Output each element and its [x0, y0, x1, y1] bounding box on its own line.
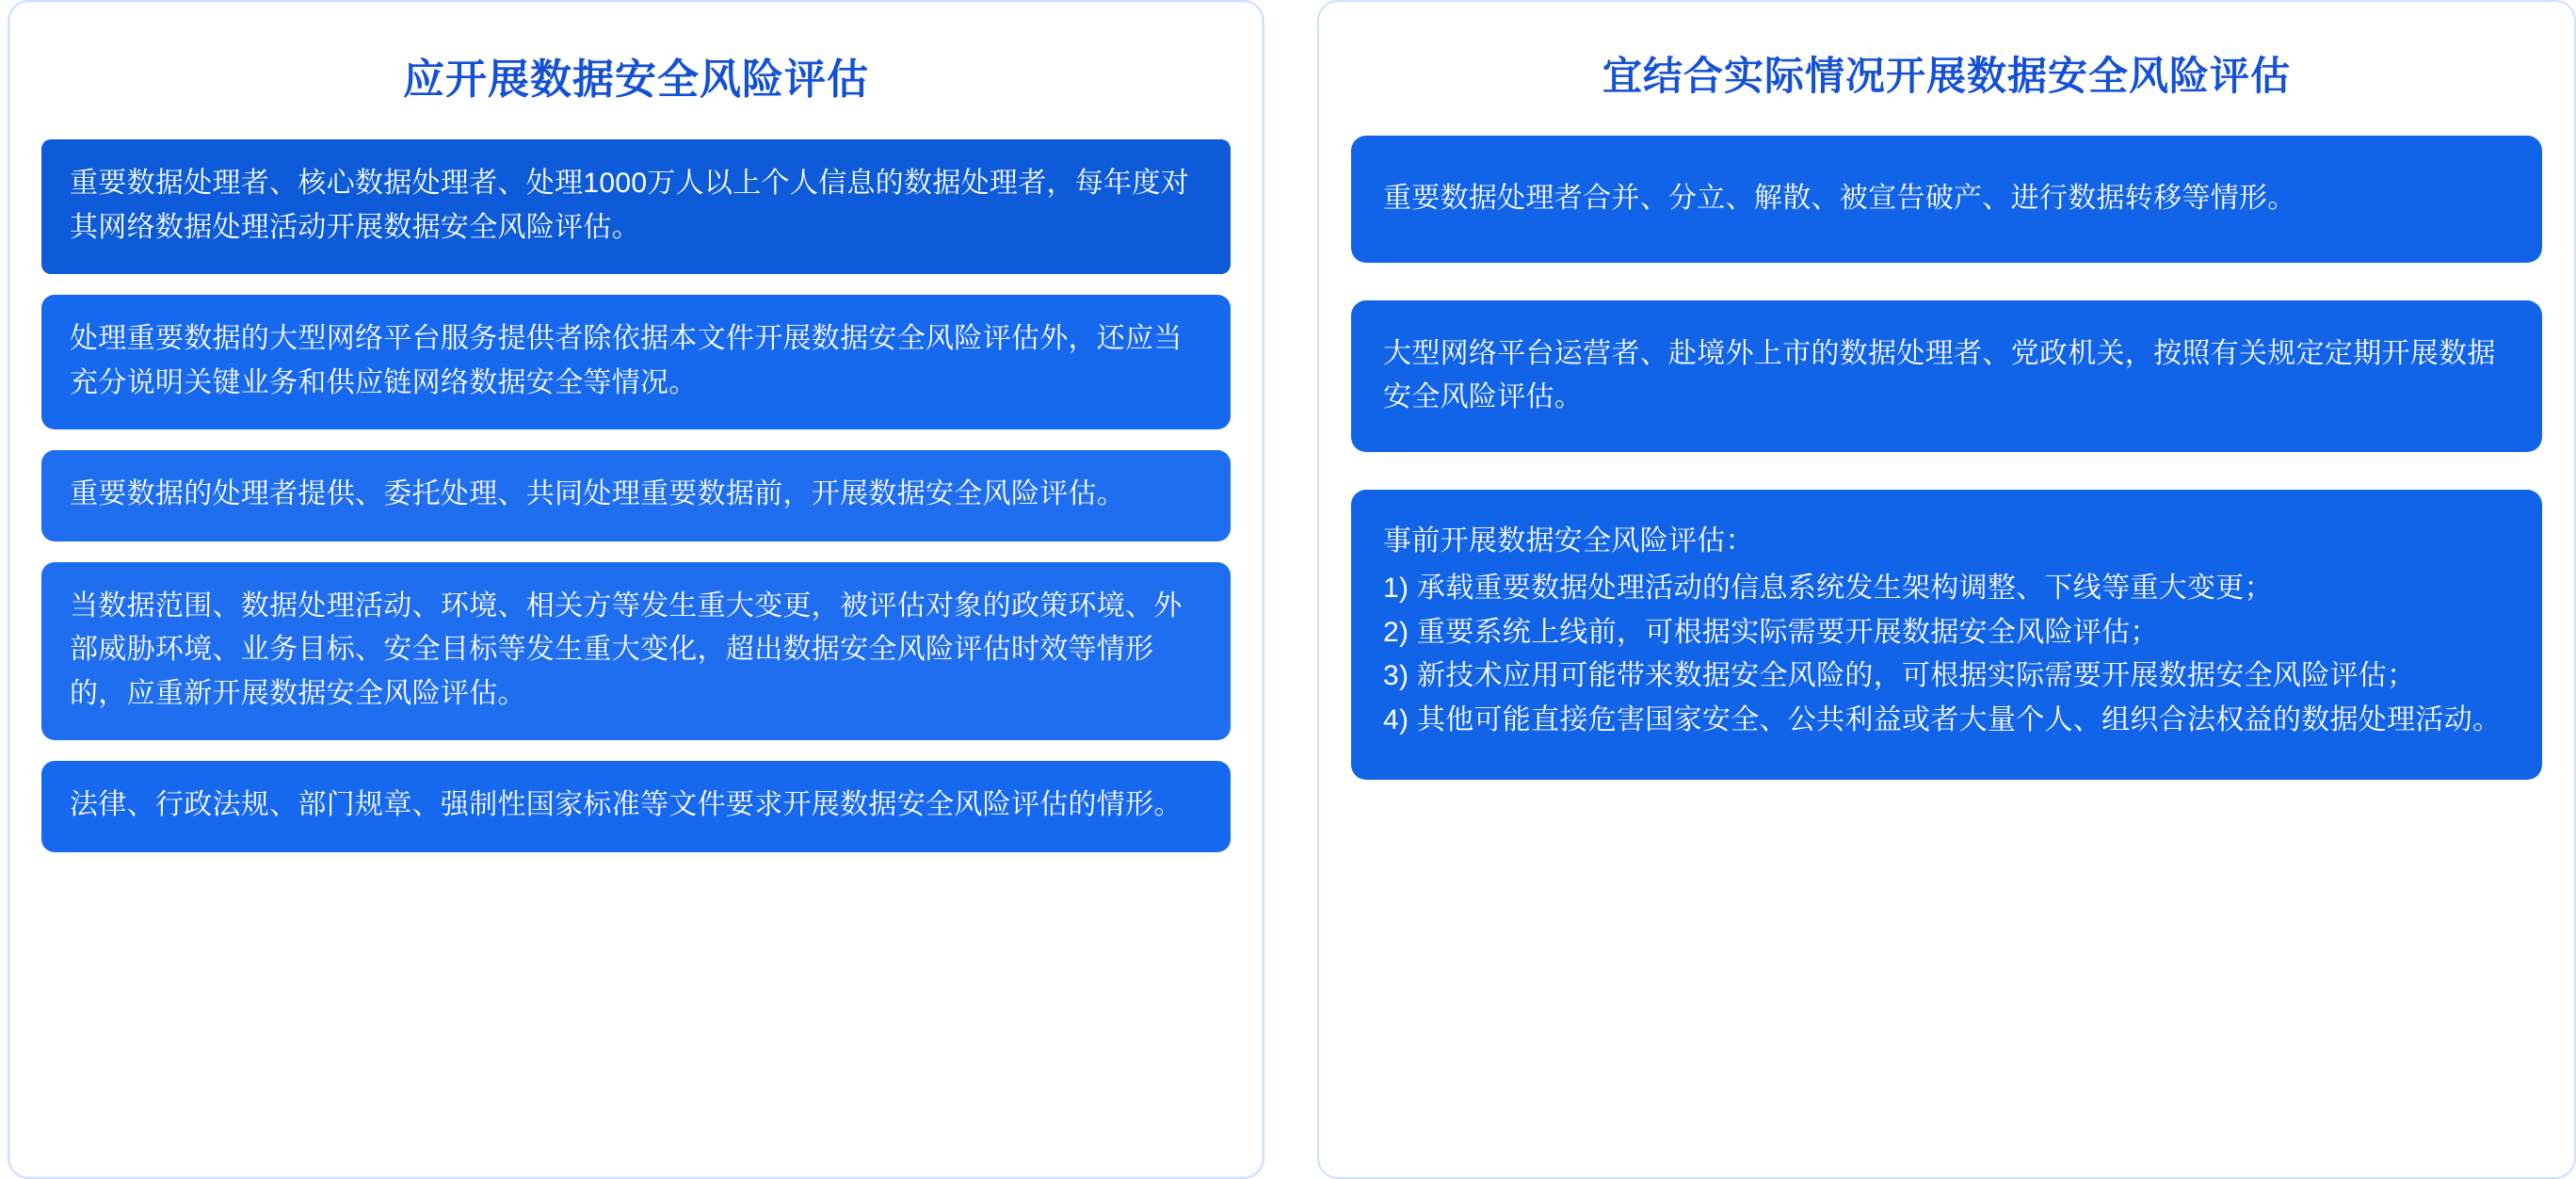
left-card-3 — [41, 450, 1231, 541]
right-card-3-item-1: 1) 承载重要数据处理活动的信息系统发生架构调整、下线等重大变更； — [1383, 573, 2273, 604]
right-card-2-text: 大型网络平台运营者、赴境外上市的数据处理者、党政机关，按照有关规定定期开展数据安全风险评估。 — [1383, 337, 2496, 412]
left-card-4-text: 当数据范围、数据处理活动、环境、相关方等发生重大变更，被评估对象的政策环境、外部威胁环境、业务目标、安全目标等发生重大变化，超出数据安全风险评估时效等情形的，应重新开展数据安全风险评估。 — [70, 590, 1183, 709]
right-card-3-heading: 事前开展数据安全风险评估： — [1383, 525, 1754, 557]
right-card-3-item-2: 2) 重要系统上线前，可根据实际需要开展数据安全风险评估； — [1383, 616, 2159, 648]
right-card-1-text: 重要数据处理者合并、分立、解散、被宣告破产、进行数据转移等情形。 — [1383, 183, 2296, 214]
left-card-1 — [41, 139, 1231, 274]
right-card-3 — [1351, 490, 2542, 781]
right-panel-card-list — [1351, 136, 2542, 780]
right-card-1 — [1351, 136, 2542, 263]
left-card-4 — [41, 562, 1231, 741]
left-card-5 — [41, 761, 1231, 852]
right-panel-title: 宜结合实际情况开展数据安全风险评估 — [1602, 54, 2291, 98]
right-panel — [1317, 0, 2576, 1179]
left-card-2-text: 处理重要数据的大型网络平台服务提供者除依据本文件开展数据安全风险评估外，还应当充分说明关键业务和供应链网络数据安全等情况。 — [70, 323, 1183, 398]
left-panel-card-list — [41, 139, 1231, 852]
left-card-1-text: 重要数据处理者、核心数据处理者、处理1000万人以上个人信息的数据处理者，每年度对其网络数据处理活动开展数据安全风险评估。 — [70, 168, 1190, 243]
right-card-3-item-4: 4) 其他可能直接危害国家安全、公共利益或者大量个人、组织合法权益的数据处理活动。 — [1383, 703, 2502, 735]
right-card-2 — [1351, 300, 2542, 452]
left-panel-title: 应开展数据安全风险评估 — [403, 57, 869, 103]
right-card-3-item-3: 3) 新技术应用可能带来数据安全风险的，可根据实际需要开展数据安全风险评估； — [1383, 660, 2416, 691]
left-card-2 — [41, 295, 1231, 429]
left-panel — [8, 0, 1264, 1179]
left-card-5-text: 法律、行政法规、部门规章、强制性国家标准等文件要求开展数据安全风险评估的情形。 — [70, 789, 1183, 820]
left-card-3-text: 重要数据的处理者提供、委托处理、共同处理重要数据前，开展数据安全风险评估。 — [70, 478, 1126, 509]
